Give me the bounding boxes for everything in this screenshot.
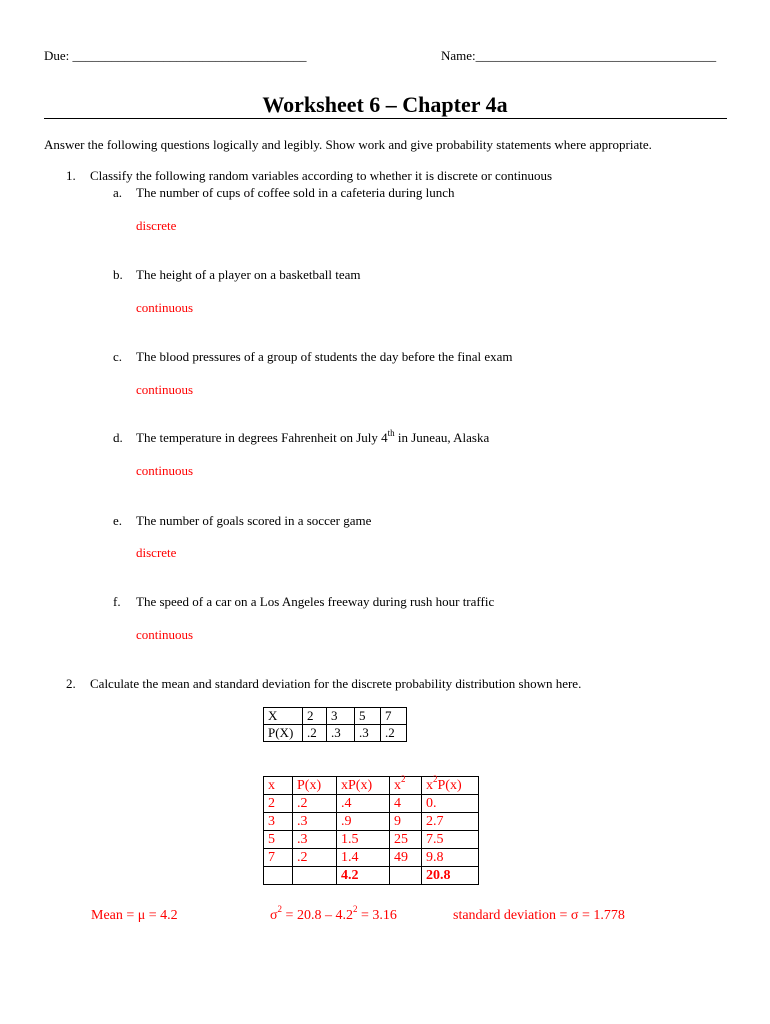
q1e-letter: e. [113,513,123,528]
due-label: Due: [44,48,73,63]
page-title: Worksheet 6 – Chapter 4a [262,92,508,117]
q1e-text: The number of goals scored in a soccer game [136,513,372,528]
table-cell: 3 [327,708,355,725]
table-cell: .2 [303,725,327,742]
table-cell: 5 [355,708,381,725]
table-cell: 2 [303,708,327,725]
table-cell: .4 [337,795,390,813]
name-field [441,48,716,64]
table-cell: 1.5 [337,831,390,849]
col-header: $x^2P(x)$ [422,777,479,795]
table-header-row [264,777,479,795]
table-row [264,795,479,813]
table-row [264,708,407,725]
q1a-text: The number of cups of coffee sold in a cafeteria during lunch [136,185,455,200]
table-cell: 20.8 [422,867,479,885]
table-cell: .2 [293,795,337,813]
calculation-table [263,776,479,885]
q1b-text: The height of a player on a basketball team [136,267,361,282]
q1-number: 1. [66,168,76,183]
table-cell: 7 [264,849,293,867]
table-cell: 7.5 [422,831,479,849]
table-cell: X [264,708,303,725]
instructions: Answer the following questions logically and legibly. Show work and give probability statements where appropriate. [44,137,652,152]
col-header: P(x) [293,777,337,795]
due-field [44,48,307,64]
table-total-row [264,867,479,885]
q2-number: 2. [66,676,76,691]
table-cell: 9 [390,813,422,831]
distribution-table [263,707,407,742]
table-row [264,849,479,867]
q1e-answer: discrete [136,545,177,560]
superscript: 2 [401,774,406,785]
table-cell: .3 [327,725,355,742]
q1f-text: The speed of a car on a Los Angeles freeway during rush hour traffic [136,594,495,609]
table-cell: 2 [264,795,293,813]
table-cell: 4 [390,795,422,813]
table-cell: .3 [355,725,381,742]
table-cell: .2 [293,849,337,867]
q1f-letter: f. [113,594,121,609]
table-row [264,813,479,831]
mean-answer: Mean = μ = 4.2 [91,908,178,923]
table-cell: 3 [264,813,293,831]
variance-answer: $\sigma^2 = 20.8 - 4.2^2 = 3.16$ [270,904,397,923]
table-cell [390,867,422,885]
std-answer: standard deviation = σ = 1.778 [453,908,625,923]
table-cell: 1.4 [337,849,390,867]
table-cell: 7 [381,708,407,725]
table-cell: .9 [337,813,390,831]
name-label: Name: [441,48,476,63]
q1a-answer: discrete [136,218,177,233]
q1c-answer: continuous [136,382,194,397]
title-rule [44,118,727,119]
q1c-text: The blood pressures of a group of students the day before the final exam [136,349,513,364]
table-cell: 9.8 [422,849,479,867]
col-header: xP(x) [337,777,390,795]
q2-text: Calculate the mean and standard deviation for the discrete probability distribution shown here. [90,676,582,691]
table-cell: 2.7 [422,813,479,831]
q1-text: Classify the following random variables according to whether it is discrete or continuous [90,168,553,183]
col-header: $x^2$ [390,777,422,795]
table-cell: P(X) [264,725,303,742]
q1a-letter: a. [113,185,123,200]
q1c-letter: c. [113,349,123,364]
q1d-text: The temperature in degrees Fahrenheit on July 4th in Juneau, Alaska [136,427,490,445]
table-cell: .3 [293,813,337,831]
table-cell: 0. [422,795,479,813]
table-cell: .3 [293,831,337,849]
due-line: ____________________________________ [72,48,307,63]
q1f-answer: continuous [136,627,194,642]
table-cell: 4.2 [337,867,390,885]
table-cell: 25 [390,831,422,849]
table-cell [293,867,337,885]
name-line: _____________________________________ [475,48,717,63]
table-row [264,831,479,849]
q1d-answer: continuous [136,463,194,478]
col-header: x [264,777,293,795]
table-cell: 49 [390,849,422,867]
table-row [264,725,407,742]
q1d-letter: d. [113,430,123,445]
table-cell [264,867,293,885]
table-cell: .2 [381,725,407,742]
q1b-letter: b. [113,267,123,282]
table-cell: 5 [264,831,293,849]
q1b-answer: continuous [136,300,194,315]
superscript: 2 [433,774,438,785]
